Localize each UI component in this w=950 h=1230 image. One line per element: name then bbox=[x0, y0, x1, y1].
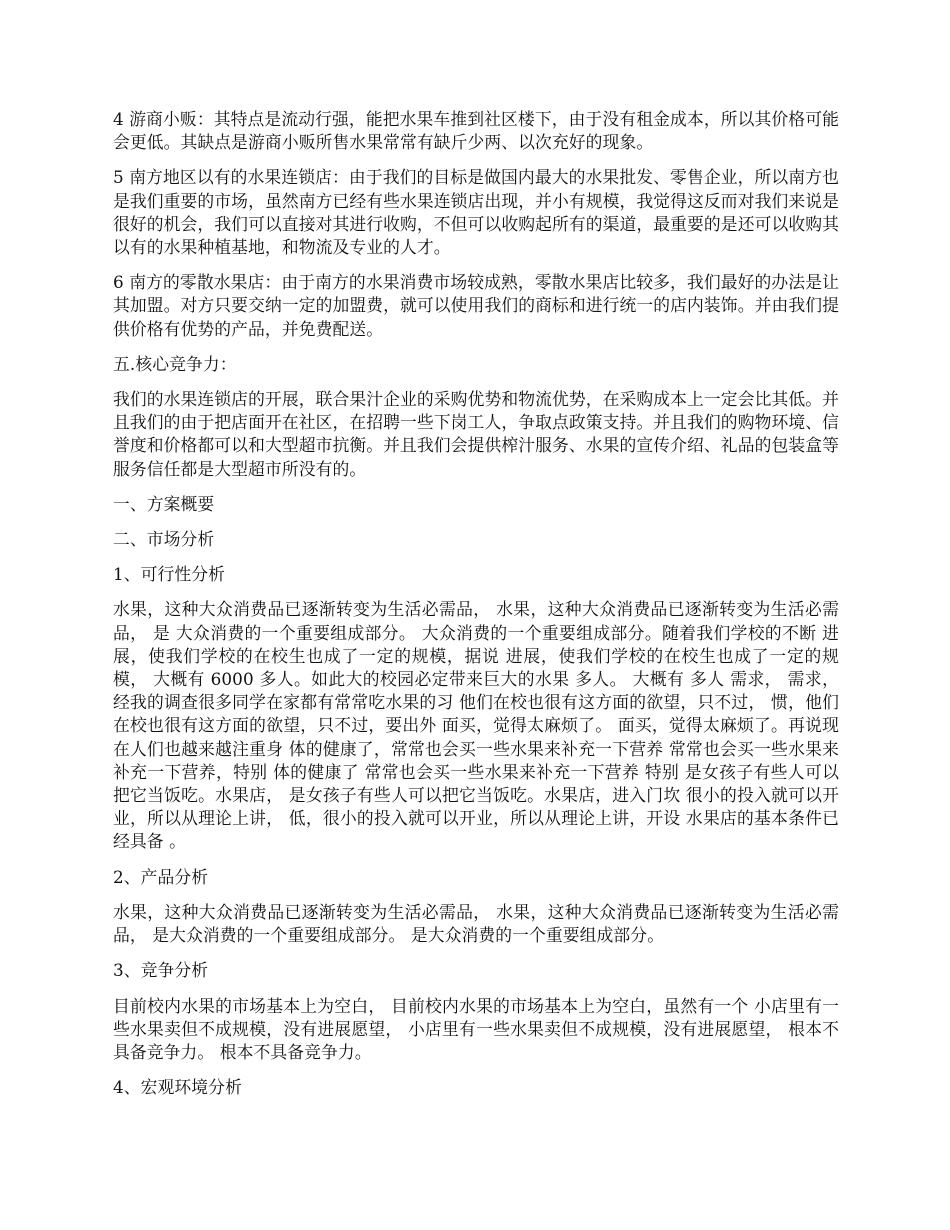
heading-macro-environment-analysis: 4、宏观环境分析 bbox=[113, 1077, 242, 1098]
heading-product-analysis: 2、产品分析 bbox=[113, 866, 209, 887]
heading-core-competitiveness: 五.核心竞争力： bbox=[113, 353, 237, 374]
paragraph-feasibility-analysis: 水果，这种大众消费品已逐渐转变为生活必需品， 水果，这种大众消费品已逐渐转变为生活必需品， 是 大众消费的一个重要组成部分。 大众消费的一个重要组成部分。随着我们学校的不断 进展，使我们学校的在校生也成了一定的规模，据说 进展，使我们学校的在校生也成了一定的规模， 大概有 6000 多人。如此大的校园必定带来巨大的水果 多人。 大概有 多人 需求， 需求，经我的调查很多同学在家都有常常吃水果的习 他们在校也很有这方面的欲望，只不过， 惯，他们在校也很有这方面的欲望，只不过，要出外 面买，觉得太麻烦了。 面买，觉得太麻烦了。再说现在人们也越来越注重身 体的健康了，常常也会买一些水果来补充一下营养 常常也会买一些水果来补充一下营养，特别 体的健康了 常常也会买一些水果来补充一下营养 特别 是女孩子有些人可以把它当饭吃。水果店， 是女孩子有些人可以把它当饭吃。水果店，进入门坎 很小的投入就可以开业，所以从理论上讲， 低，很小的投入就可以开业，所以从理论上讲，开设 水果店的基本条件已经具备 。 bbox=[113, 599, 839, 852]
document-body bbox=[113, 108, 839, 1111]
paragraph-southern-independent-stores: 6 南方的零散水果店：由于南方的水果消费市场较成熟，零散水果店比较多，我们最好的办法是让其加盟。对方只要交纳一定的加盟费，就可以使用我们的商标和进行统一的店内装饰。并由我们提供价格有优势的产品，并免费配送。 bbox=[113, 272, 839, 339]
paragraph-core-competitiveness: 我们的水果连锁店的开展，联合果汁企业的采购优势和物流优势，在采购成本上一定会比其低。并且我们的由于把店面开在社区，在招聘一些下岗工人，争取点政策支持。并且我们的购物环境、信誉度和价格都可以和大型超市抗衡。并且我们会提供榨汁服务、水果的宣传介绍、礼品的包装盒等服务信任都是大型超市所没有的。 bbox=[113, 389, 839, 479]
paragraph-southern-chain-stores: 5 南方地区以有的水果连锁店：由于我们的目标是做国内最大的水果批发、零售企业，所以南方也是我们重要的市场，虽然南方已经有些水果连锁店出现，并小有规模，我觉得这反而对我们来说是很好的机会，我们可以直接对其进行收购，不但可以收购起所有的渠道，最重要的是还可以收购其以有的水果种植基地，和物流及专业的人才。 bbox=[113, 167, 839, 258]
heading-competition-analysis: 3、竞争分析 bbox=[113, 960, 209, 981]
heading-market-analysis: 二、市场分析 bbox=[113, 529, 215, 550]
paragraph-competition-analysis: 目前校内水果的市场基本上为空白， 目前校内水果的市场基本上为空白，虽然有一个 小店里有一些水果卖但不成规模，没有进展愿望， 小店里有一些水果卖但不成规模，没有进展愿望， 根本不具备竞争力。 根本不具备竞争力。 bbox=[113, 995, 839, 1062]
heading-feasibility-analysis: 1、可行性分析 bbox=[113, 564, 226, 585]
heading-plan-overview: 一、方案概要 bbox=[113, 493, 215, 514]
paragraph-product-analysis: 水果，这种大众消费品已逐渐转变为生活必需品， 水果，这种大众消费品已逐渐转变为生活必需品， 是大众消费的一个重要组成部分。 是大众消费的一个重要组成部分。 bbox=[113, 901, 839, 946]
paragraph-street-vendors: 4 游商小贩：其特点是流动行强，能把水果车推到社区楼下，由于没有租金成本，所以其价格可能会更低。其缺点是游商小贩所售水果常常有缺斤少两、以次充好的现象。 bbox=[113, 109, 839, 153]
